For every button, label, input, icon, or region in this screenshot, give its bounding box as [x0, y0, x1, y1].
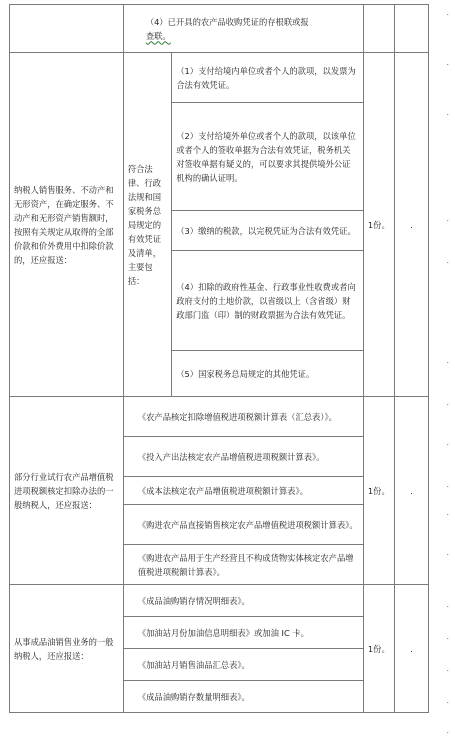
submission-table	[9, 4, 429, 713]
mark-cell: .	[395, 585, 429, 713]
row-end-mark: .	[446, 356, 449, 365]
row-end-mark: .	[446, 214, 449, 223]
row-end-mark: .	[446, 632, 449, 641]
row-end-mark: .	[446, 726, 449, 735]
row-end-mark: .	[446, 8, 449, 17]
item-cell: （1）支付给境内单位或者个人的款项，以发票为合法有效凭证。	[172, 53, 363, 103]
item-cell: 《购进农产品直接销售核定农产品增值税进项税额计算表》。	[123, 505, 363, 545]
item-cell: 《投入产出法核定农产品增值税进项税额计算表》。	[123, 437, 363, 477]
item-cell: 《成品油购销存情况明细表》。	[123, 585, 363, 617]
item-cell: 《农产品核定扣除增值税进项税额计算表（汇总表）》。	[123, 397, 363, 437]
item-cell: （5）国家税务总局规定的其他凭证。	[172, 351, 363, 397]
table-row	[10, 53, 429, 103]
item-cell: （2）支付给境外单位或者个人的款项，以该单位或者个人的签收单据为合法有效凭证，税务机关对签收单据有疑义的，可以要求其提供境外公证机构的确认证明。	[172, 103, 363, 211]
row-end-mark: .	[446, 508, 449, 517]
count-cell: 1份。	[363, 397, 394, 585]
mark-cell: .	[395, 397, 429, 585]
table-row	[10, 397, 429, 437]
item-cell: 《加油站月销售油品汇总表》。	[123, 649, 363, 681]
scope-cell: 从事成品油销售业务的一般纳税人，还应报送：	[10, 585, 124, 713]
row-end-mark: .	[446, 398, 449, 407]
row-end-mark: .	[446, 58, 449, 67]
row-end-mark: .	[446, 696, 449, 705]
item-cell: 《购进农产品用于生产经营且不构成货物实体核定农产品增值税进项税额计算表》。	[123, 545, 363, 585]
item-cell: （4）扣除的政府性基金、行政事业性收费或者向政府支付的土地价款，以省级以上（含省级）财政部门监（印）制的财政票据为合法有效凭证。	[172, 251, 363, 351]
row-end-mark: .	[446, 256, 449, 265]
item-cell: 《加油站月份加油信息明细表》或加油 IC 卡。	[123, 617, 363, 649]
row-end-mark: .	[446, 664, 449, 673]
table-row	[10, 585, 429, 617]
row-end-mark: .	[446, 480, 449, 489]
item-cell: （3）缴纳的税款，以完税凭证为合法有效凭证。	[172, 211, 363, 251]
item-text-tail: 查联。	[145, 30, 171, 41]
count-cell: 1份。	[363, 585, 394, 713]
scope-cell: 纳税人销售服务、不动产和无形资产，在确定服务、不动产和无形资产销售额时，按照有关规定从取得的全部价款和价外费用中扣除价款的，还应报送：	[10, 53, 124, 397]
group-cell: 符合法律、行政法规和国家税务总局规定的有效凭证及清单，主要包括：	[123, 53, 171, 397]
row-end-mark: .	[446, 548, 449, 557]
row-end-mark: .	[446, 600, 449, 609]
item-text: （4）已开具的农产品收购凭证的存根联或报	[145, 16, 309, 27]
table-row	[10, 5, 429, 53]
scope-cell: 部分行业试行农产品增值税进项税额核定扣除办法的一般纳税人，还应报送：	[10, 397, 124, 585]
mark-cell: .	[395, 53, 429, 397]
item-cell: 《成品油购销存数量明细表》。	[123, 681, 363, 713]
item-cell	[123, 5, 363, 53]
count-cell: 1份。	[363, 53, 394, 397]
item-cell: 《成本法核定农产品增值税进项税额计算表》。	[123, 477, 363, 505]
row-end-mark: .	[446, 438, 449, 447]
row-end-mark: .	[446, 108, 449, 117]
